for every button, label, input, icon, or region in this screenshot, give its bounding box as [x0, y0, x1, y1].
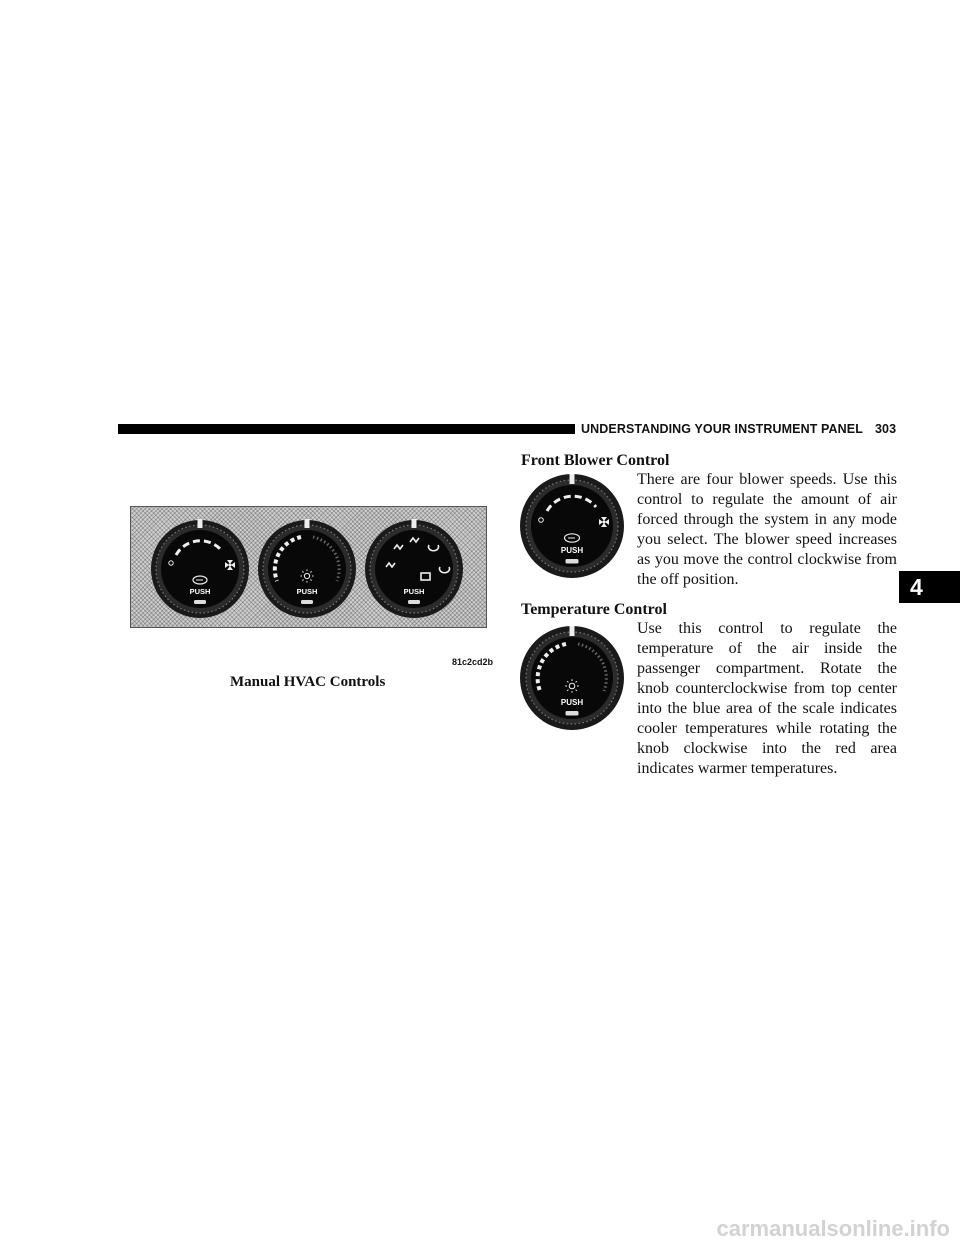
- figure-caption: Manual HVAC Controls: [230, 674, 386, 690]
- temperature-knob-image: [519, 625, 625, 731]
- chapter-tab: 4: [899, 571, 960, 603]
- front-blower-knob-image: [519, 473, 625, 579]
- blower-knob-image: [151, 519, 249, 618]
- mode-knob-image: [365, 519, 463, 618]
- knob-push-label: PUSH: [189, 587, 211, 596]
- running-header: [581, 422, 896, 436]
- knob-push-label: PUSH: [560, 546, 584, 555]
- page-number: 303: [874, 422, 897, 436]
- header-rule: [118, 424, 575, 434]
- section-heading-temperature: Temperature Control: [521, 601, 667, 618]
- watermark: carmanualsonline.info: [716, 1216, 950, 1241]
- hvac-controls-figure: [130, 506, 487, 628]
- knob-push-label: PUSH: [296, 587, 318, 596]
- knob-push-label: PUSH: [560, 698, 584, 707]
- knob-push-label: PUSH: [403, 587, 425, 596]
- front-blower-description: There are four blower speeds. Use this control to regulate the amount of air forced through the system in any mode you select. The blower speed increases as you move the control clockwise from the off position.: [637, 471, 897, 588]
- figure-code: 81c2cd2b: [452, 657, 494, 667]
- temperature-description: Use this control to regulate the temperature of the air inside the passenger compartment. Rotate the knob counterclockwise from top center into the blue area of the scale indicates cooler temperatures while rotating the knob clockwise into the red area indicates warmer temperatures.: [637, 620, 897, 777]
- section-heading-front-blower: Front Blower Control: [521, 452, 670, 469]
- temperature-knob-image: [258, 519, 356, 618]
- header-title: UNDERSTANDING YOUR INSTRUMENT PANEL: [581, 422, 863, 436]
